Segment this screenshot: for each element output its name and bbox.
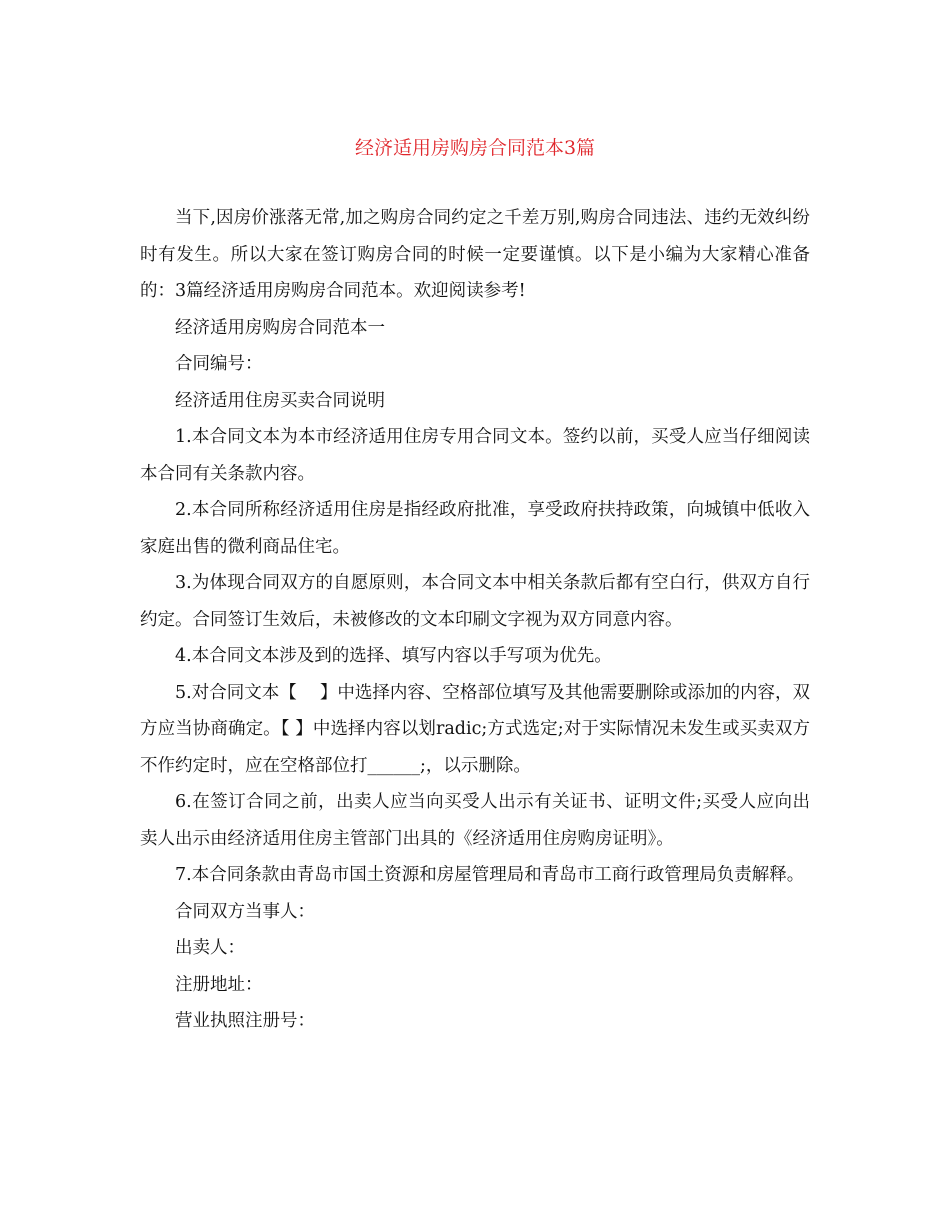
intro-paragraph: 当下,因房价涨落无常,加之购房合同约定之千差万别,购房合同违法、违约无效纠纷时有发生。所以大家在签订购房合同的时候一定要谨慎。以下是小编为大家精心准备的：3篇经济适用房购房合同范本。欢迎阅读参考! [140,208,810,301]
registered-address-label: 注册地址： [175,974,263,995]
contract-number-label: 合同编号： [175,354,263,374]
instruction-item: 3.为体现合同双方的自愿原则，本合同文本中相关条款后都有空白行，供双方自行约定。合同签订生效后，未被修改的文本印刷文字视为双方同意内容。 [140,573,810,630]
instruction-item: 1.本合同文本为本市经济适用住房专用合同文本。签约以前，买受人应当仔细阅读本合同有关条款内容。 [140,427,810,484]
document-title: 经济适用房购房合同范本3篇 [354,137,596,159]
business-license-label: 营业执照注册号： [175,1011,315,1031]
instruction-item: 7.本合同条款由青岛市国土资源和房屋管理局和青岛市工商行政管理局负责解释。 [175,865,805,885]
instruction-item: 5.对合同文本【 】中选择内容、空格部位填写及其他需要删除或添加的内容，双方应当协商确定。【 】中选择内容以划radic;方式选定;对于实际情况未发生或买卖双方不作约定时，应在空格部位打______;，以示删除。 [140,682,810,776]
instruction-item: 6.在签订合同之前，出卖人应当向买受人出示有关证书、证明文件;买受人应向出卖人出示由经济适用住房主管部门出具的《经济适用住房购房证明》。 [140,792,810,849]
instruction-item: 4.本合同文本涉及到的选择、填写内容以手写项为优先。 [175,646,612,666]
seller-label: 出卖人： [175,938,245,958]
document-body [140,200,810,1040]
instruction-item: 2.本合同所称经济适用住房是指经政府批准，享受政府扶持政策，向城镇中低收入家庭出售的微利商品住宅。 [140,500,810,557]
parties-label: 合同双方当事人： [175,901,315,922]
section-heading: 经济适用房购房合同范本一 [175,317,385,338]
instructions-heading: 经济适用住房买卖合同说明 [175,390,385,411]
